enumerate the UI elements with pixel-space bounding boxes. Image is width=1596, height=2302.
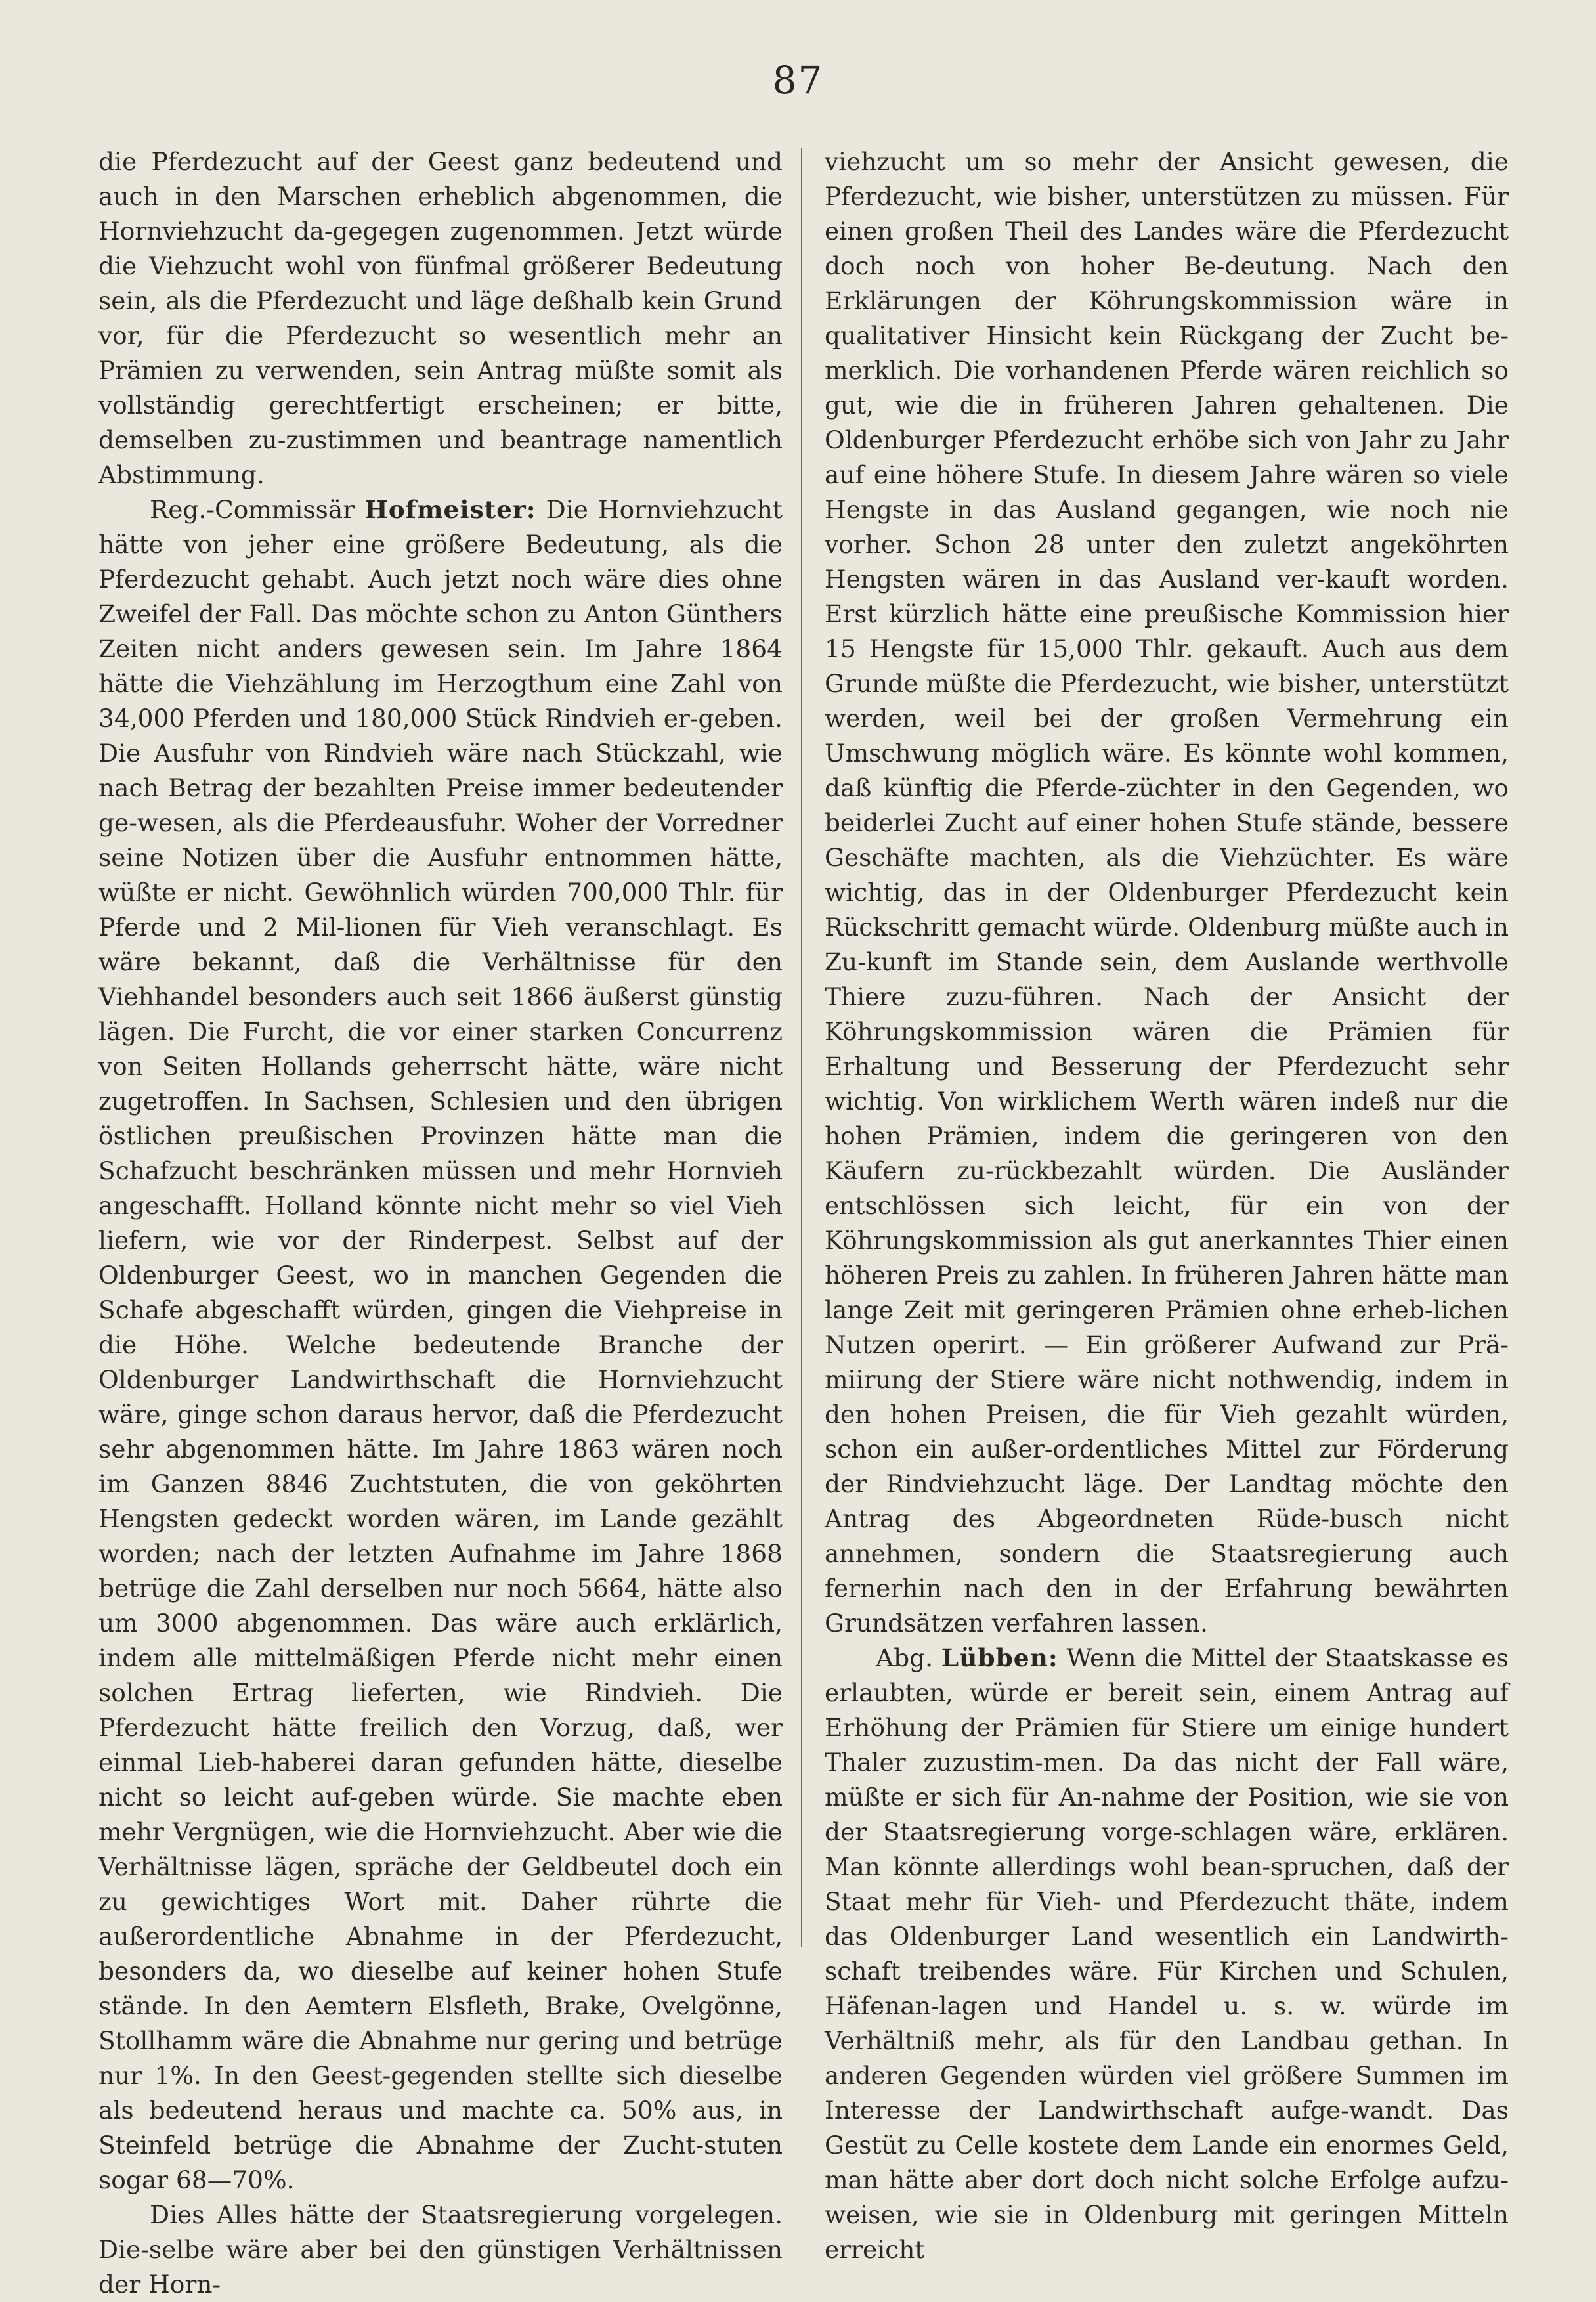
paragraph-text: Die Hornviehzucht hätte von jeher eine größere Bedeutung, als die Pferdezucht gehabt. Auch jetzt noch wäre dies ohne Zweifel der Fall. Das möchte schon zu Anton Günthers Zeiten nicht anders gewesen sein. Im Jahre 1864 hätte die Viehzählung im Herzogthum eine Zahl von 34,000 Pferden und 180,000 Stück Rindvieh er-geben. Die Ausfuhr von Rindvieh wäre nach Stückzahl, wie nach Betrag der bezahlten Preise immer bedeutender ge-wesen, als die Pferdeausfuhr. Woher der Vorredner seine Notizen über die Ausfuhr entnommen hätte, wüßte er nicht. Gewöhnlich würden 700,000 Thlr. für Pferde und 2 Mil-lionen für Vieh veranschlagt. Es wäre bekannt, daß die Verhältnisse für den Viehhandel besonders auch seit 1866 äußerst günstig lägen. Die Furcht, die vor einer starken Concurrenz von Seiten Hollands geherrscht hätte, wäre nicht zugetroffen. In Sachsen, Schlesien und den übrigen östlichen preußischen Provinzen hätte man die Schafzucht beschränken müssen und mehr Hornvieh angeschafft. Holland könnte nicht mehr so viel Vieh liefern, wie vor der Rinderpest. Selbst auf der Oldenburger Geest, wo in manchen Gegenden die Schafe abgeschafft würden, gingen die Viehpreise in die Höhe. Welche bedeutende Branche der Oldenburger Landwirthschaft die Hornviehzucht wäre, ginge schon daraus hervor, daß die Pferdezucht sehr abgenommen hätte. Im Jahre 1863 wären noch im Ganzen 8846 Zuchtstuten, die von geköhrten Hengsten gedeckt worden wären, im Lande gezählt worden; nach der letzten Aufnahme im Jahre 1868 betrüge die Zahl derselben nur noch 5664, hätte also um 3000 abgenommen. Das wäre auch erklärlich, indem alle mittelmäßigen Pferde nicht mehr einen solchen Ertrag lieferten, wie Rindvieh. Die Pferdezucht hätte freilich den Vorzug, daß, wer einmal Lieb-haberei daran gefunden hätte, dieselbe nicht so leicht auf-geben würde. Sie machte eben mehr Vergnügen, wie die Hornviehzucht. Aber wie die Verhältnisse lägen, spräche der Geldbeutel doch ein zu gewichtiges Wort mit. Daher rührte die außerordentliche Abnahme in der Pferdezucht, besonders da, wo dieselbe auf keiner hohen Stufe stände. In den Aemtern Elsfleth, Brake, Ovelgönne, Stollhamm wäre die Abnahme nur gering und betrüge nur 1%. In den Geest-gegenden stellte sich dieselbe als bedeutend heraus und machte ca. 50% aus, in Steinfeld betrüge die Abnahme der Zucht-stuten sogar 68—70%. <box>98 495 783 2194</box>
column-divider <box>801 148 802 1947</box>
speaker-name: Lübben: <box>941 1643 1058 1672</box>
speaker-title: Abg. <box>876 1643 934 1672</box>
paragraph-text: viehzucht um so mehr der Ansicht gewesen, die Pferdezucht, wie bisher, unterstützen zu müssen. Für einen großen Theil des Landes wäre die Pferdezucht doch noch von hoher Be-deutung. Nach den Erklärungen der Köhrungskommission wäre in qualitativer Hinsicht kein Rückgang der Zucht be-merklich. Die vorhandenen Pferde wären reichlich so gut, wie die in früheren Jahren gehaltenen. Die Oldenburger Pferdezucht erhöbe sich von Jahr zu Jahr auf eine höhere Stufe. In diesem Jahre wären so viele Hengste in das Ausland gegangen, wie noch nie vorher. Schon 28 unter den zuletzt angeköhrten Hengsten wären in das Ausland ver-kauft worden. Erst kürzlich hätte eine preußische Kommission hier 15 Hengste für 15,000 Thlr. gekauft. Auch aus dem Grunde müßte die Pferdezucht, wie bisher, unterstützt werden, weil bei der großen Vermehrung ein Umschwung möglich wäre. Es könnte wohl kommen, daß künftig die Pferde-züchter in den Gegenden, wo beiderlei Zucht auf einer hohen Stufe stände, bessere Geschäfte machten, als die Viehzüchter. Es wäre wichtig, das in der Oldenburger Pferdezucht kein Rückschritt gemacht würde. Oldenburg müßte auch in Zu-kunft im Stande sein, dem Auslande werthvolle Thiere zuzu-führen. Nach der Ansicht der Köhrungskommission wären die Prämien für Erhaltung und Besserung der Pferdezucht sehr wichtig. Von wirklichem Werth wären indeß nur die hohen Prämien, indem die geringeren von den Käufern zu-rückbezahlt würden. Die Ausländer entschlössen sich leicht, für ein von der Köhrungskommission als gut anerkanntes Thier einen höheren Preis zu zahlen. In früheren Jahren hätte man lange Zeit mit geringeren Prämien ohne erheb-lichen Nutzen operirt. — Ein größerer Aufwand zur Prä-miirung der Stiere wäre nicht nothwendig, indem in den hohen Preisen, die für Vieh gezahlt würden, schon ein außer-ordentliches Mittel zur Förderung der Rindviehzucht läge. Der Landtag möchte den Antrag des Abgeordneten Rüde-busch nicht annehmen, sondern die Staatsregierung auch fernerhin nach den in der Erfahrung bewährten Grundsätzen verfahren lassen. <box>825 147 1509 1638</box>
paragraph <box>825 144 1509 1641</box>
paragraph <box>825 1641 1509 2267</box>
speaker-name: Hofmeister: <box>364 495 536 524</box>
paragraph <box>98 2198 783 2302</box>
page-number: 87 <box>772 58 824 102</box>
paragraph-text: Dies Alles hätte der Staatsregierung vorgelegen. Die-selbe wäre aber bei den günstigen Verhältnissen der Horn- <box>98 2200 783 2299</box>
left-column <box>98 144 783 2302</box>
speaker-title: Reg.-Commissär <box>150 495 355 524</box>
paragraph-text: Wenn die Mittel der Staatskasse es erlaubten, würde er bereit sein, einem Antrag auf Erhöhung der Prämien für Stiere um einige hundert Thaler zuzustim-men. Da das nicht der Fall wäre, müßte er sich für An-nahme der Position, wie sie von der Staatsregierung vorge-schlagen wäre, erklären. Man könnte allerdings wohl bean-spruchen, daß der Staat mehr für Vieh- und Pferdezucht thäte, indem das Oldenburger Land wesentlich ein Landwirth-schaft treibendes wäre. Für Kirchen und Schulen, Häfenan-lagen und Handel u. s. w. würde im Verhältniß mehr, als für den Landbau gethan. In anderen Gegenden würden viel größere Summen im Interesse der Landwirthschaft aufge-wandt. Das Gestüt zu Celle kostete dem Lande ein enormes Geld, man hätte aber dort doch nicht solche Erfolge aufzu-weisen, wie sie in Oldenburg mit geringen Mitteln erreicht <box>825 1643 1509 2264</box>
paragraph <box>98 492 783 2198</box>
paragraph-text: die Pferdezucht auf der Geest ganz bedeutend und auch in den Marschen erheblich abgenommen, die Hornviehzucht da-gegegen zugenommen. Jetzt würde die Viehzucht wohl von fünfmal größerer Bedeutung sein, als die Pferdezucht und läge deßhalb kein Grund vor, für die Pferdezucht so wesentlich mehr an Prämien zu verwenden, sein Antrag müßte somit als vollständig gerechtfertigt erscheinen; er bitte, demselben zu-zustimmen und beantrage namentlich Abstimmung. <box>98 147 783 489</box>
right-column <box>825 144 1509 2267</box>
paragraph <box>98 144 783 492</box>
